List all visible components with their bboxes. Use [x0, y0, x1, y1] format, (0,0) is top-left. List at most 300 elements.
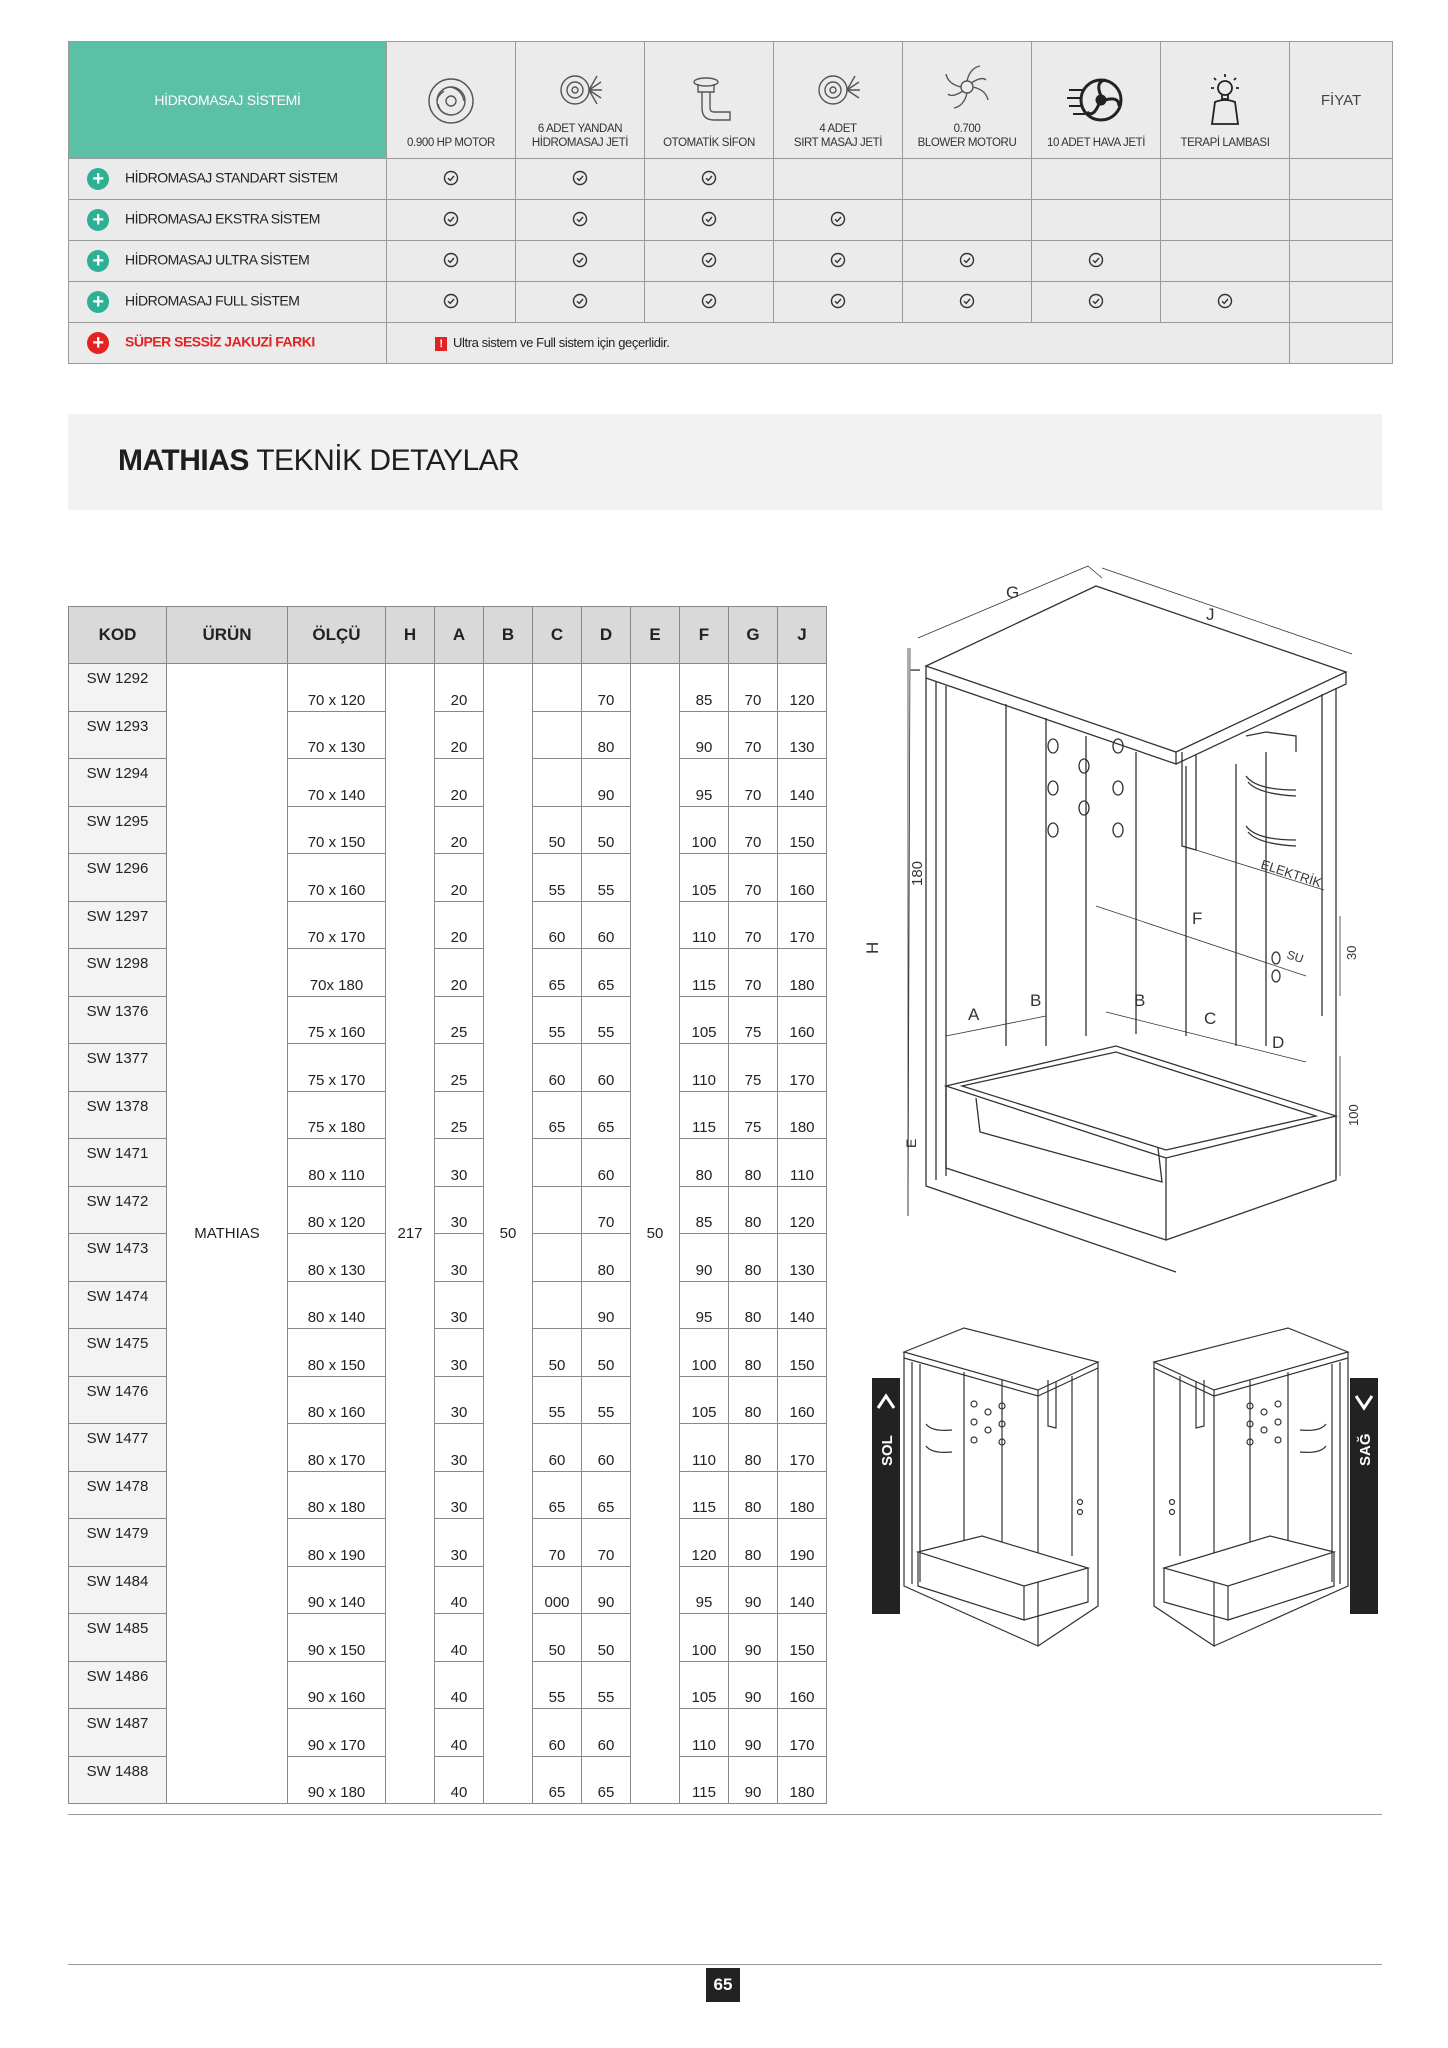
motor-icon: [424, 74, 478, 128]
check-cell: [1161, 282, 1290, 323]
plus-icon[interactable]: +: [87, 332, 109, 354]
tech-cell: 80 x 170: [288, 1424, 386, 1472]
tech-cell: 25: [435, 1091, 484, 1139]
tech-cell: 90 x 180: [288, 1756, 386, 1804]
system-name: + HİDROMASAJ FULL SİSTEM: [69, 282, 387, 323]
section-title: MATHIAS TEKNİK DETAYLAR: [118, 444, 520, 477]
tech-cell: 000: [533, 1566, 582, 1614]
feature-col-label: HİDROMASAJ JETİ: [531, 137, 629, 149]
sag-label: SAĞ: [1357, 1433, 1374, 1466]
tech-cell: 170: [778, 1424, 827, 1472]
tech-cell: 40: [435, 1566, 484, 1614]
tech-cell: 30: [435, 1519, 484, 1567]
tech-cell: 20: [435, 759, 484, 807]
col-header: G: [729, 607, 778, 664]
air-jet-icon: [1065, 72, 1127, 128]
dim-label-h: H: [863, 941, 882, 954]
tech-cell: 60: [582, 1139, 631, 1187]
check-cell: [774, 282, 903, 323]
feature-col-back-jet: [774, 42, 903, 159]
check-cell: [645, 241, 774, 282]
tech-cell: 90: [729, 1756, 778, 1804]
tech-cell: 20: [435, 854, 484, 902]
feature-col-label: 6 ADET YANDAN: [537, 123, 623, 135]
tech-cell: SW 1297: [69, 901, 167, 949]
tech-cell: 70: [729, 901, 778, 949]
system-name: + HİDROMASAJ ULTRA SİSTEM: [69, 241, 387, 282]
tech-cell: 140: [778, 1566, 827, 1614]
check-cell: [1161, 200, 1290, 241]
col-header: ÜRÜN: [167, 607, 288, 664]
tech-cell: 30: [435, 1234, 484, 1282]
tech-cell: SW 1479: [69, 1519, 167, 1567]
tech-cell: 75: [729, 1091, 778, 1139]
check-icon: [701, 170, 717, 186]
check-icon: [572, 211, 588, 227]
tech-cell: 120: [778, 1186, 827, 1234]
check-icon: [701, 293, 717, 309]
tech-cell: 55: [582, 996, 631, 1044]
tech-cell: 50: [582, 1329, 631, 1377]
dim-label-g: G: [1006, 583, 1020, 602]
system-row: [69, 282, 1393, 323]
tech-cell: 70 x 150: [288, 806, 386, 854]
tech-cell: 110: [680, 1044, 729, 1092]
check-icon: [572, 252, 588, 268]
tech-cell: SW 1484: [69, 1566, 167, 1614]
warning-icon: !: [435, 337, 447, 351]
tech-cell: 55: [533, 1376, 582, 1424]
tech-cell: [533, 1139, 582, 1187]
feature-col-label: 0.700: [953, 123, 981, 135]
tech-cell: 70: [729, 949, 778, 997]
tech-cell: 160: [778, 854, 827, 902]
tech-cell: 120: [680, 1519, 729, 1567]
tech-cell: 115: [680, 949, 729, 997]
tech-cell: 55: [533, 996, 582, 1044]
col-header: H: [386, 607, 435, 664]
tech-cell: 180: [778, 1756, 827, 1804]
col-header: ÖLÇÜ: [288, 607, 386, 664]
tech-cell: [533, 759, 582, 807]
tech-cell: SW 1377: [69, 1044, 167, 1092]
price-cell: [1290, 282, 1393, 323]
dim-label-180: 180: [909, 860, 926, 886]
system-row: [69, 200, 1393, 241]
tech-cell: 70: [729, 711, 778, 759]
check-cell: [1032, 241, 1161, 282]
tech-cell: 60: [582, 901, 631, 949]
check-cell: [903, 200, 1032, 241]
tech-cell: 65: [582, 1756, 631, 1804]
tech-cell: 80: [729, 1234, 778, 1282]
feature-col-label: 10 ADET HAVA JETİ: [1046, 137, 1146, 149]
tech-cell: 180: [778, 1471, 827, 1519]
tech-cell: 55: [533, 1661, 582, 1709]
tech-cell: 40: [435, 1709, 484, 1757]
tech-cell: 75 x 160: [288, 996, 386, 1044]
tech-cell: 80: [680, 1139, 729, 1187]
tech-cell: 90 x 170: [288, 1709, 386, 1757]
tech-cell: 70 x 170: [288, 901, 386, 949]
tech-cell: 95: [680, 1281, 729, 1329]
dim-label-c: C: [1204, 1009, 1217, 1028]
tech-cell: SW 1485: [69, 1614, 167, 1662]
tech-cell: 20: [435, 806, 484, 854]
dim-label-e: E: [903, 1138, 919, 1148]
tech-cell: 30: [435, 1186, 484, 1234]
tech-cell: 70: [729, 759, 778, 807]
tech-cell: 80 x 110: [288, 1139, 386, 1187]
tech-cell: SW 1296: [69, 854, 167, 902]
check-cell: [1032, 200, 1161, 241]
tech-cell: SW 1486: [69, 1661, 167, 1709]
silent-system-name: + SÜPER SESSİZ JAKUZİ FARKI: [69, 323, 387, 364]
plus-icon[interactable]: +: [87, 291, 109, 313]
col-header: J: [778, 607, 827, 664]
tech-cell: 160: [778, 996, 827, 1044]
feature-col-label: OTOMATİK SİFON: [663, 137, 755, 149]
check-cell: [387, 282, 516, 323]
tech-cell: 180: [778, 1091, 827, 1139]
tech-cell: 80: [729, 1329, 778, 1377]
tech-cell: 190: [778, 1519, 827, 1567]
tech-cell: 70 x 140: [288, 759, 386, 807]
tech-cell: MATHIAS: [167, 664, 288, 1804]
tech-cell: 80: [729, 1139, 778, 1187]
silent-note: ! Ultra sistem ve Full sistem için geçerlidir.: [387, 323, 1290, 364]
tech-cell: 80 x 180: [288, 1471, 386, 1519]
tech-cell: 85: [680, 664, 729, 712]
tech-cell: 80 x 140: [288, 1281, 386, 1329]
check-cell: [387, 159, 516, 200]
tech-cell: 30: [435, 1424, 484, 1472]
tech-cell: 60: [582, 1044, 631, 1092]
tech-cell: 70x 180: [288, 949, 386, 997]
section-header: [68, 414, 1382, 510]
tech-cell: 90: [729, 1614, 778, 1662]
tech-cell: 130: [778, 711, 827, 759]
tech-cell: 115: [680, 1091, 729, 1139]
check-icon: [1217, 293, 1233, 309]
tech-cell: 180: [778, 949, 827, 997]
tech-cell: 95: [680, 759, 729, 807]
tech-cell: 60: [582, 1424, 631, 1472]
check-icon: [701, 211, 717, 227]
col-header: C: [533, 607, 582, 664]
price-cell: [1290, 323, 1393, 364]
tech-cell: 50: [582, 806, 631, 854]
tech-cell: 65: [533, 1471, 582, 1519]
tech-cell: 30: [435, 1281, 484, 1329]
check-cell: [387, 241, 516, 282]
tech-cell: 65: [533, 1756, 582, 1804]
col-header: E: [631, 607, 680, 664]
check-cell: [516, 200, 645, 241]
tech-cell: 70: [582, 1186, 631, 1234]
tech-cell: 90: [729, 1661, 778, 1709]
tech-cell: 55: [582, 1376, 631, 1424]
col-header: F: [680, 607, 729, 664]
system-name: + HİDROMASAJ EKSTRA SİSTEM: [69, 200, 387, 241]
dim-label-j: J: [1206, 605, 1215, 624]
check-cell: [1161, 159, 1290, 200]
tech-cell: 105: [680, 854, 729, 902]
check-icon: [572, 170, 588, 186]
blower-icon: [940, 60, 994, 114]
tech-cell: 90: [729, 1709, 778, 1757]
tech-cell: 100: [680, 1614, 729, 1662]
tech-cell: SW 1477: [69, 1424, 167, 1472]
tech-cell: 50: [631, 664, 680, 1804]
dim-label-100: 100: [1346, 1104, 1361, 1126]
therapy-lamp-icon: [1198, 72, 1252, 128]
tech-cell: 160: [778, 1661, 827, 1709]
tech-cell: 130: [778, 1234, 827, 1282]
tech-cell: 60: [582, 1709, 631, 1757]
tech-cell: 75: [729, 996, 778, 1044]
tech-cell: [533, 664, 582, 712]
check-icon: [830, 252, 846, 268]
tech-cell: 30: [435, 1376, 484, 1424]
tech-cell: 70: [729, 854, 778, 902]
col-header: B: [484, 607, 533, 664]
divider: [68, 1814, 1382, 1815]
side-jet-icon: [553, 60, 607, 114]
tech-cell: 60: [533, 1044, 582, 1092]
siphon-icon: [682, 74, 736, 128]
feature-col-label: SIRT MASAJ JETİ: [793, 137, 883, 149]
tech-cell: 80: [729, 1376, 778, 1424]
check-cell: [903, 282, 1032, 323]
tech-cell: 110: [778, 1139, 827, 1187]
tech-cell: 50: [533, 806, 582, 854]
check-cell: [903, 159, 1032, 200]
tech-cell: 217: [386, 664, 435, 1804]
check-icon: [1088, 293, 1104, 309]
tech-cell: 40: [435, 1756, 484, 1804]
price-cell: [1290, 159, 1393, 200]
tech-cell: 55: [582, 1661, 631, 1709]
check-cell: [516, 282, 645, 323]
tech-cell: [533, 1234, 582, 1282]
tech-cell: 100: [680, 806, 729, 854]
check-cell: [645, 159, 774, 200]
tech-cell: 70: [533, 1519, 582, 1567]
dim-label-d: D: [1272, 1033, 1285, 1052]
tech-cell: 65: [582, 1471, 631, 1519]
tech-cell: 80: [582, 1234, 631, 1282]
check-icon: [1088, 252, 1104, 268]
check-icon: [443, 211, 459, 227]
check-cell: [387, 200, 516, 241]
check-cell: [1161, 241, 1290, 282]
tech-cell: 90: [680, 1234, 729, 1282]
check-icon: [701, 252, 717, 268]
tech-cell: 60: [533, 901, 582, 949]
tech-cell: 90: [582, 759, 631, 807]
tech-cell: 70 x 120: [288, 664, 386, 712]
tech-cell: 30: [435, 1329, 484, 1377]
check-icon: [830, 211, 846, 227]
tech-cell: SW 1487: [69, 1709, 167, 1757]
system-row: [69, 241, 1393, 282]
tech-cell: 110: [680, 1424, 729, 1472]
check-cell: [516, 241, 645, 282]
tech-cell: 90 x 160: [288, 1661, 386, 1709]
dim-label-su: SU: [1285, 947, 1306, 967]
tech-cell: 30: [435, 1139, 484, 1187]
tech-cell: 60: [533, 1424, 582, 1472]
dim-label-elektrik: ELEKTRİK: [1259, 856, 1324, 891]
tech-cell: 170: [778, 1709, 827, 1757]
check-cell: [645, 200, 774, 241]
tech-cell: 50: [533, 1614, 582, 1662]
tech-cell: 110: [680, 901, 729, 949]
tech-cell: SW 1488: [69, 1756, 167, 1804]
feature-col-label: BLOWER MOTORU: [917, 137, 1017, 149]
tech-cell: SW 1294: [69, 759, 167, 807]
check-icon: [959, 252, 975, 268]
tech-cell: 80 x 160: [288, 1376, 386, 1424]
check-icon: [959, 293, 975, 309]
tech-cell: 105: [680, 996, 729, 1044]
tech-cell: 140: [778, 759, 827, 807]
tech-cell: 170: [778, 1044, 827, 1092]
tech-cell: 85: [680, 1186, 729, 1234]
left-right-variants-diagram: [872, 1316, 1378, 1662]
divider: [68, 1964, 1382, 1965]
tech-cell: 55: [582, 854, 631, 902]
col-header: D: [582, 607, 631, 664]
system-name: + HİDROMASAJ STANDART SİSTEM: [69, 159, 387, 200]
tech-cell: SW 1473: [69, 1234, 167, 1282]
technical-details-table: [68, 606, 827, 1804]
feature-col-label: TERAPİ LAMBASI: [1180, 137, 1270, 149]
tech-cell: 80 x 130: [288, 1234, 386, 1282]
tech-cell: 115: [680, 1471, 729, 1519]
tech-cell: 40: [435, 1614, 484, 1662]
tech-cell: SW 1474: [69, 1281, 167, 1329]
tech-cell: 150: [778, 806, 827, 854]
col-header: A: [435, 607, 484, 664]
tech-cell: 160: [778, 1376, 827, 1424]
check-icon: [443, 170, 459, 186]
hydromassage-feature-table: [68, 41, 1393, 364]
check-cell: [645, 282, 774, 323]
tech-cell: 100: [680, 1329, 729, 1377]
tech-cell: 170: [778, 901, 827, 949]
feature-table-title: HİDROMASAJ SİSTEMİ: [69, 42, 387, 159]
tech-cell: 110: [680, 1709, 729, 1757]
tech-header-row: [69, 607, 827, 664]
tech-cell: 80: [729, 1186, 778, 1234]
silent-row: [69, 323, 1393, 364]
feature-col-motor: [387, 42, 516, 159]
tech-cell: SW 1298: [69, 949, 167, 997]
tech-cell: 65: [582, 949, 631, 997]
sol-badge: [872, 1378, 900, 1614]
tech-cell: 65: [533, 1091, 582, 1139]
feature-col-air-jet: [1032, 42, 1161, 159]
feature-col-blower: [903, 42, 1032, 159]
tech-cell: 20: [435, 711, 484, 759]
tech-cell: [533, 1281, 582, 1329]
tech-cell: 75 x 170: [288, 1044, 386, 1092]
tech-cell: 90: [680, 711, 729, 759]
tech-cell: 75 x 180: [288, 1091, 386, 1139]
tech-cell: 90: [729, 1566, 778, 1614]
sol-label: SOL: [879, 1435, 896, 1466]
shower-cabin-dimension-diagram: [863, 576, 1376, 1236]
tech-cell: 95: [680, 1566, 729, 1614]
check-cell: [903, 241, 1032, 282]
tech-cell: SW 1295: [69, 806, 167, 854]
tech-cell: 55: [533, 854, 582, 902]
tech-cell: 25: [435, 996, 484, 1044]
plus-icon[interactable]: +: [87, 209, 109, 231]
check-cell: [1032, 282, 1161, 323]
col-header: KOD: [69, 607, 167, 664]
tech-cell: 80: [729, 1471, 778, 1519]
tech-cell: 20: [435, 901, 484, 949]
tech-cell: SW 1376: [69, 996, 167, 1044]
tech-cell: 80 x 120: [288, 1186, 386, 1234]
plus-icon[interactable]: +: [87, 168, 109, 190]
sag-badge: [1350, 1378, 1378, 1614]
tech-cell: 90: [582, 1566, 631, 1614]
tech-cell: 20: [435, 949, 484, 997]
tech-cell: 90: [582, 1281, 631, 1329]
tech-cell: [533, 1186, 582, 1234]
tech-cell: SW 1472: [69, 1186, 167, 1234]
dim-label-f: F: [1192, 909, 1203, 928]
tech-cell: 50: [533, 1329, 582, 1377]
tech-cell: SW 1293: [69, 711, 167, 759]
tech-cell: 65: [533, 949, 582, 997]
back-jet-icon: [811, 60, 865, 114]
tech-cell: 60: [533, 1709, 582, 1757]
check-icon: [572, 293, 588, 309]
tech-cell: 105: [680, 1661, 729, 1709]
tech-cell: 80 x 190: [288, 1519, 386, 1567]
tech-cell: 65: [582, 1091, 631, 1139]
tech-cell: SW 1476: [69, 1376, 167, 1424]
tech-cell: 20: [435, 664, 484, 712]
tech-cell: 80: [729, 1519, 778, 1567]
tech-cell: SW 1471: [69, 1139, 167, 1187]
check-cell: [774, 159, 903, 200]
tech-cell: 25: [435, 1044, 484, 1092]
feature-col-siphon: [645, 42, 774, 159]
tech-cell: 80: [582, 711, 631, 759]
check-cell: [774, 241, 903, 282]
tech-cell: 30: [435, 1471, 484, 1519]
dim-label-30: 30: [1344, 945, 1359, 960]
dim-label-a: A: [968, 1005, 980, 1024]
tech-cell: 150: [778, 1614, 827, 1662]
tech-cell: 80: [729, 1281, 778, 1329]
check-cell: [516, 159, 645, 200]
check-icon: [443, 252, 459, 268]
tech-cell: 150: [778, 1329, 827, 1377]
plus-icon[interactable]: +: [87, 250, 109, 272]
right-cabin-drawing: [1154, 1328, 1348, 1646]
tech-cell: 115: [680, 1756, 729, 1804]
price-cell: [1290, 241, 1393, 282]
tech-cell: 70: [582, 664, 631, 712]
page-number: 65: [706, 1968, 740, 2002]
